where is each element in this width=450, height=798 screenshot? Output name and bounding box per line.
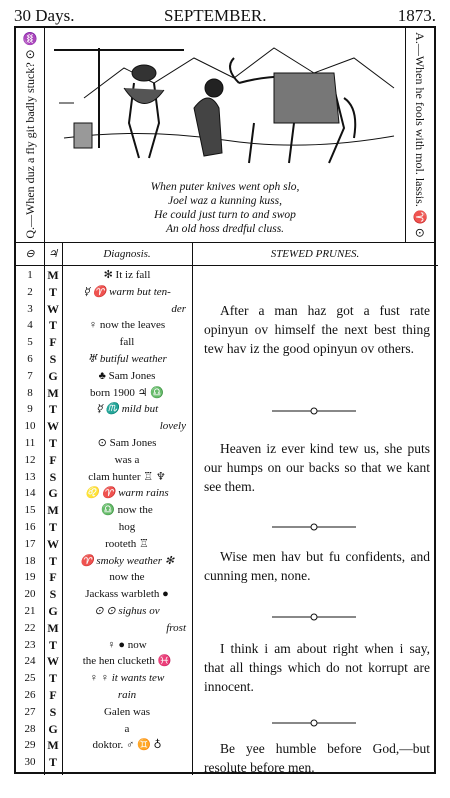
paragraph: After a man haz got a fust rate opinyun ov himself the next best thing tew hav iz the good opinyun ov others. (204, 303, 430, 356)
weekday-letter: G (48, 603, 58, 618)
diagnosis-header: Diagnosis. (62, 243, 192, 266)
diagnosis-entries (62, 267, 192, 754)
weekday-letter: W (47, 301, 59, 316)
day-number: 11 (24, 436, 36, 449)
weekday-letter: M (47, 268, 59, 282)
paragraph: Wise men hav but fu confidents, and cunning men, none. (204, 549, 430, 583)
weekday-letter: S (49, 704, 57, 719)
day-numbers (16, 267, 44, 771)
diagnosis-line: Galen was (103, 705, 151, 718)
weekday-letter: W (47, 654, 59, 669)
diagnosis-line: ♣ Sam Jones (98, 369, 156, 382)
day-number: 26 (24, 688, 36, 701)
day-number: 18 (24, 554, 36, 567)
diagnosis-line: born 1900 ♃ ♎ (90, 386, 164, 399)
weekday-letter: F (49, 335, 57, 350)
ornament-divider (272, 719, 356, 727)
verse (44, 180, 406, 236)
month-title: SEPTEMBER. (164, 6, 267, 25)
illustration (44, 28, 406, 242)
question-text: Q.—When duz a fly git badly stuck? ⊙ ♒ (23, 31, 37, 239)
day-number: 3 (27, 302, 33, 315)
verse-line: He could just turn to and swop (154, 209, 296, 221)
weekday-letter: T (48, 637, 57, 652)
verse-line: Joel waz a kunning kuss, (167, 195, 283, 207)
day-number: 14 (24, 487, 36, 500)
day-number: 9 (27, 403, 33, 416)
weekday-letter: G (48, 721, 58, 736)
year: 1873. (397, 6, 436, 25)
question-margin (16, 28, 45, 242)
day-number: 21 (24, 604, 36, 617)
weekday-letter: G (48, 486, 58, 501)
jupiter-symbol-header: ♃ (44, 243, 62, 266)
ornament-divider (272, 407, 356, 415)
day-number: 23 (24, 638, 36, 651)
weekday-letter: W (47, 536, 59, 551)
weekday-letter: G (48, 368, 58, 383)
day-number: 16 (24, 520, 36, 533)
weekday-letter: W (47, 419, 59, 434)
diagnosis-line: lovely (159, 420, 186, 433)
day-number: 13 (24, 470, 36, 483)
day-number: 28 (24, 722, 36, 735)
ornament-divider (272, 613, 356, 621)
day-number: 10 (24, 420, 36, 433)
day-number: 6 (27, 352, 33, 365)
illustration-drawing (44, 28, 406, 178)
day-number: 5 (27, 336, 33, 349)
day-number: 27 (24, 705, 36, 718)
day-number: 15 (24, 504, 36, 517)
day-number: 17 (24, 537, 36, 550)
diagnosis-line: ☿ ♏ mild but (95, 403, 159, 416)
day-number: 8 (27, 386, 33, 399)
diagnosis-line: ♌ ♈ warm rains (85, 487, 169, 500)
diagnosis-line: der (171, 302, 186, 315)
diagnosis-line: clam hunter ♖ ♆ (88, 470, 166, 483)
diagnosis-line: frost (166, 621, 186, 634)
calendar-table (16, 242, 434, 775)
verse-line: An old hoss dredful cluss. (165, 223, 285, 235)
diagnosis-line: ♎ now the (101, 504, 153, 517)
diagnosis-line: ♀ now the leaves (88, 319, 166, 332)
weekday-letter: M (47, 503, 59, 518)
diagnosis-line: ♀ ♀ it wants tew (89, 672, 165, 685)
day-number: 29 (24, 739, 36, 752)
paragraph: Heaven iz ever kind tew us, she puts our humps on our backs so that we kant see them. (204, 441, 430, 494)
weekday-letter: T (48, 318, 57, 333)
diagnosis-line: ⊙ Sam Jones (97, 436, 157, 449)
diagnosis-line: rain (117, 688, 137, 701)
weekday-letter: T (48, 402, 57, 417)
weekday-letter: M (47, 620, 59, 635)
day-number: 2 (27, 285, 33, 298)
weekday-letter: T (48, 284, 57, 299)
day-number: 7 (27, 369, 33, 382)
day-number: 19 (24, 571, 36, 584)
diagnosis-line: Jackass warbleth ● (85, 588, 169, 601)
day-number: 20 (24, 588, 36, 601)
diagnosis-line: ⊙ ⊙ sighus ov (94, 604, 160, 617)
day-number: 4 (27, 319, 33, 332)
weekday-letter: M (47, 738, 59, 753)
day-number: 24 (24, 655, 36, 668)
diagnosis-column (62, 243, 193, 775)
diagnosis-line: ☿ ♈ warm but ten- (83, 285, 171, 298)
diagnosis-line: rooteth ♖ (105, 537, 149, 550)
verse-line: When puter knives went oph slo, (150, 181, 300, 193)
weekday-letter: M (47, 385, 59, 400)
diagnosis-line: now the (109, 571, 145, 584)
day-number: 30 (24, 756, 36, 769)
day-number: 25 (24, 672, 36, 685)
weekdays (44, 267, 62, 771)
header (14, 4, 436, 26)
paragraph: Be yee humble before God,—but resolute before men. (204, 741, 430, 775)
diagnosis-line: ✻ It iz fall (103, 269, 151, 281)
main-column (192, 243, 438, 775)
main-header: STEWED PRUNES. (192, 243, 438, 266)
almanac-page (14, 26, 436, 774)
weekday-letter: S (49, 469, 57, 484)
weekday-column (44, 243, 63, 775)
answer-text: A.—When he fools with mol. lassis. ♈ ⊙ (413, 32, 427, 238)
day-number: 12 (24, 453, 36, 466)
weekday-letter: F (49, 452, 57, 467)
diagnosis-line: doktor. ♂ ♊ ♁ (92, 739, 162, 752)
weekday-letter: F (49, 687, 57, 702)
ornament-divider (272, 523, 356, 531)
diagnosis-line: fall (119, 336, 135, 349)
weekday-letter: S (49, 587, 57, 602)
weekday-letter: T (48, 519, 57, 534)
paragraph: I think i am about right when i say, that all things which do not korrupt are innocent. (204, 641, 430, 694)
weekday-letter: F (49, 570, 57, 585)
day-number-column (16, 243, 45, 775)
diagnosis-line: ♈ smoky weather ✻ (79, 554, 175, 567)
diagnosis-line: was a (114, 453, 140, 466)
diagnosis-line: the hen clucketh ♓ (82, 655, 172, 668)
weekday-letter: T (48, 671, 57, 686)
days-count: 30 Days. (14, 6, 75, 25)
diagnosis-line: hog (118, 520, 136, 533)
weekday-letter: T (48, 755, 57, 770)
weekday-letter: T (48, 435, 57, 450)
weekday-letter: T (48, 553, 57, 568)
diagnosis-line: ♅ butiful weather (87, 352, 167, 365)
weekday-letter: S (49, 351, 57, 366)
day-number: 22 (24, 621, 36, 634)
sun-symbol-header: ⊖ (16, 243, 44, 266)
diagnosis-line: ♀ ● now (107, 638, 147, 651)
diagnosis-line: a (124, 722, 130, 735)
day-number: 1 (27, 269, 33, 281)
answer-margin (405, 28, 434, 242)
